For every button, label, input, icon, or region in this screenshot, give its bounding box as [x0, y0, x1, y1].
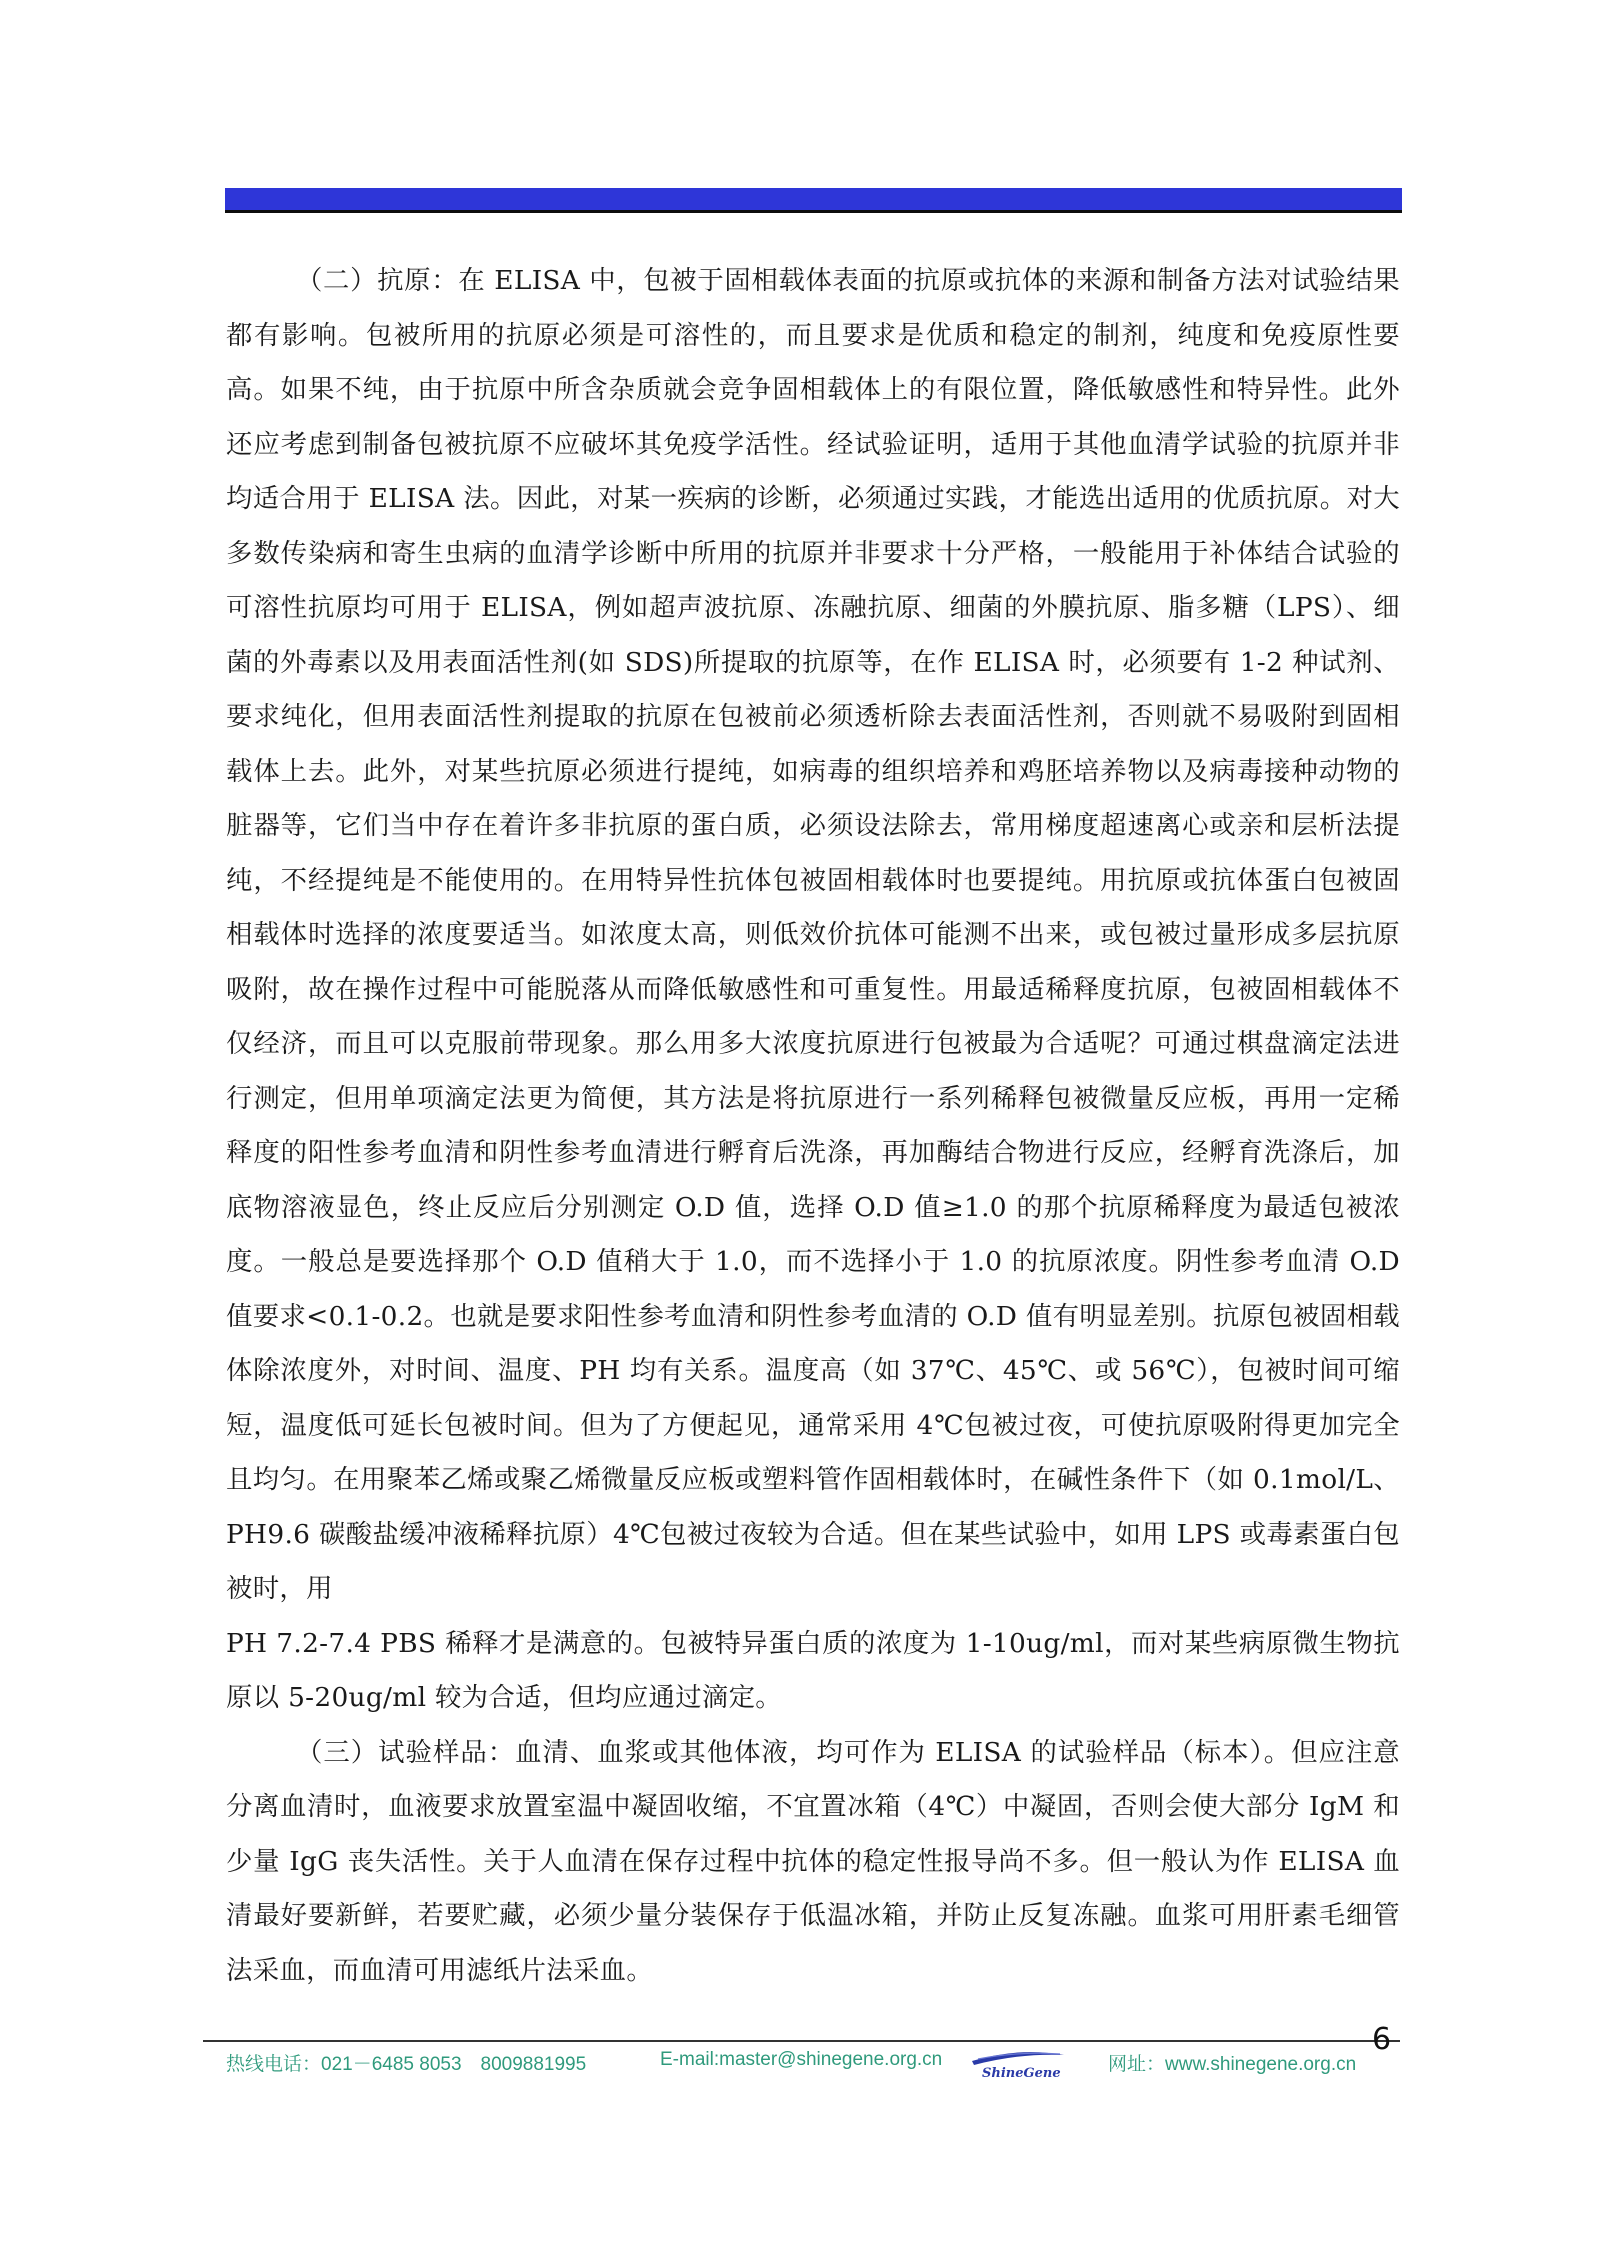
paragraph-antigen-continued: PH 7.2-7.4 PBS 稀释才是满意的。包被特异蛋白质的浓度为 1-10ug/ml，而对某些病原微生物抗原以 5-20ug/ml 较为合适，但均应通过滴定。: [226, 1627, 1400, 1713]
footer: [0, 2049, 1598, 2089]
paragraph-antigen: （二）抗原：在 ELISA 中，包被于固相载体表面的抗原或抗体的来源和制备方法对试验结果都有影响。包被所用的抗原必须是可溶性的，而且要求是优质和稳定的制剂，纯度和免疫原性要高。如果不纯，由于抗原中所含杂质就会竞争固相载体上的有限位置，降低敏感性和特异性。此外还应考虑到制备包被抗原不应破坏其免疫学活性。经试验证明，适用于其他血清学试验的抗原并非均适合用于 ELISA 法。因此，对某一疾病的诊断，必须通过实践，才能选出适用的优质抗原。对大多数传染病和寄生虫病的血清学诊断中所用的抗原并非要求十分严格，一般能用于补体结合试验的可溶性抗原均可用于 ELISA，例如超声波抗原、冻融抗原、细菌的外膜抗原、脂多糖（LPS）、细菌的外毒素以及用表面活性剂(如 SDS)所提取的抗原等，在作 ELISA 时，必须要有 1-2 种试剂、要求纯化，但用表面活性剂提取的抗原在包被前必须透析除去表面活性剂，否则就不易吸附到固相载体上去。此外，对某些抗原必须进行提纯，如病毒的组织培养和鸡胚培养物以及病毒接种动物的脏器等，它们当中存在着许多非抗原的蛋白质，必须设法除去，常用梯度超速离心或亲和层析法提纯，不经提纯是不能使用的。在用特异性抗体包被固相载体时也要提纯。用抗原或抗体蛋白包被固相载体时选择的浓度要适当。如浓度太高，则低效价抗体可能测不出来，或包被过量形成多层抗原吸附，故在操作过程中可能脱落从而降低敏感性和可重复性。用最适稀释度抗原，包被固相载体不仅经济，而且可以克服前带现象。那么用多大浓度抗原进行包被最为合适呢？可通过棋盘滴定法进行测定，但用单项滴定法更为简便，其方法是将抗原进行一系列稀释包被微量反应板，再用一定稀释度的阳性参考血清和阴性参考血清进行孵育后洗涤，再加酶结合物进行反应，经孵育洗涤后，加底物溶液显色，终止反应后分别测定 O.D 值，选择 O.D 值≥1.0 的那个抗原稀释度为最适包被浓度。一般总是要选择那个 O.D 值稍大于 1.0，而不选择小于 1.0 的抗原浓度。阴性参考血清 O.D 值要求<0.1-0.2。也就是要求阳性参考血清和阴性参考血清的 O.D 值有明显差别。抗原包被固相载体除浓度外，对时间、温度、PH 均有关系。温度高（如 37℃、45℃、或 56℃），包被时间可缩短，温度低可延长包被时间。但为了方便起见，通常采用 4℃包被过夜，可使抗原吸附得更加完全且均匀。在用聚苯乙烯或聚乙烯微量反应板或塑料管作固相载体时，在碱性条件下（如 0.1mol/L、PH9.6 碳酸盐缓冲液稀释抗原）4℃包被过夜较为合适。但在某些试验中，如用 LPS 或毒素蛋白包被时，用: [226, 265, 1400, 1604]
footer-website[interactable]: 网址：www.shinegene.org.cn: [1108, 2054, 1357, 2075]
header-bar: [225, 188, 1402, 213]
page-number: 6: [1372, 2022, 1392, 2057]
footer-email[interactable]: E-mail:master@shinegene.org.cn: [660, 2049, 943, 2070]
shinegene-logo: [968, 2041, 1068, 2083]
document-body: [226, 254, 1400, 1998]
footer-rule: [203, 2040, 1400, 2042]
paragraph-test-samples: （三）试验样品：血清、血浆或其他体液，均可作为 ELISA 的试验样品（标本）。但应注意分离血清时，血液要求放置室温中凝固收缩，不宜置冰箱（4℃）中凝固，否则会使大部分 IgM 和少量 IgG 丧失活性。关于人血清在保存过程中抗体的稳定性报导尚不多。但一般认为作 ELISA 血清最好要新鲜，若要贮藏，必须少量分装保存于低温冰箱，并防止反复冻融。血浆可用肝素毛细管法采血，而血清可用滤纸片法采血。: [226, 1736, 1400, 1986]
footer-phone: 热线电话：021－6485 8053 8009881995: [226, 2054, 587, 2075]
logo-text: ShineGene: [982, 2066, 1061, 2081]
